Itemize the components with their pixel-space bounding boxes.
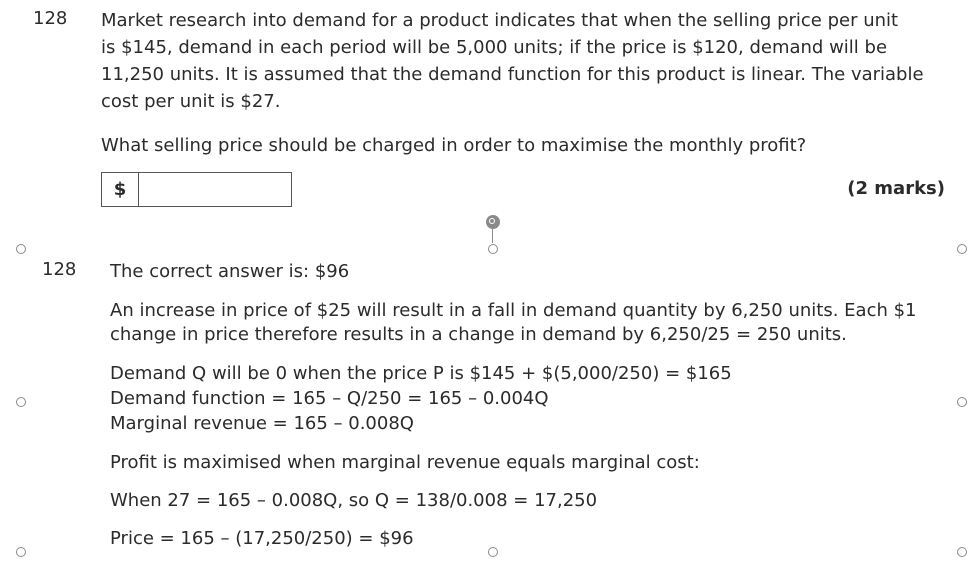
currency-label: $ <box>102 173 139 206</box>
question-number: 128 <box>33 8 68 29</box>
resize-handle-top-right[interactable] <box>957 244 967 254</box>
question-prompt: What selling price should be charged in order to maximise the monthly profit? <box>101 135 807 156</box>
question-text-line: cost per unit is $27. <box>101 91 281 112</box>
answer-input-box[interactable] <box>101 172 292 207</box>
resize-handle-right[interactable] <box>957 397 967 407</box>
explanation-line: change in price therefore results in a change in demand by 6,250/25 = 250 units. <box>110 324 847 345</box>
correct-answer: The correct answer is: $96 <box>110 261 350 282</box>
rotate-handle-icon[interactable] <box>486 215 500 229</box>
explanation-line: Profit is maximised when marginal revenue equals marginal cost: <box>110 452 700 473</box>
explanation-line: Demand Q will be 0 when the price P is $145 + $(5,000/250) = $165 <box>110 363 732 384</box>
resize-handle-bottom-right[interactable] <box>957 547 967 557</box>
marks-label: (2 marks) <box>847 178 945 199</box>
explanation-line: An increase in price of $25 will result in a fall in demand quantity by 6,250 units. Each $1 <box>110 300 917 321</box>
rotate-handle-stem <box>492 229 493 243</box>
resize-handle-top[interactable] <box>488 244 498 254</box>
resize-handle-left[interactable] <box>16 397 26 407</box>
question-text-line: is $145, demand in each period will be 5,000 units; if the price is $120, demand will be <box>101 37 888 58</box>
explanation-line: When 27 = 165 – 0.008Q, so Q = 138/0.008 = 17,250 <box>110 490 598 511</box>
answer-field[interactable] <box>139 173 291 206</box>
resize-handle-bottom-left[interactable] <box>16 547 26 557</box>
answer-number: 128 <box>42 259 77 280</box>
question-text-line: Market research into demand for a product indicates that when the selling price per unit <box>101 10 899 31</box>
resize-handle-bottom[interactable] <box>488 547 498 557</box>
explanation-line: Price = 165 – (17,250/250) = $96 <box>110 528 414 549</box>
question-text-line: 11,250 units. It is assumed that the demand function for this product is linear. The variable <box>101 64 924 85</box>
resize-handle-top-left[interactable] <box>16 244 26 254</box>
explanation-line: Marginal revenue = 165 – 0.008Q <box>110 413 414 434</box>
explanation-line: Demand function = 165 – Q/250 = 165 – 0.004Q <box>110 388 549 409</box>
